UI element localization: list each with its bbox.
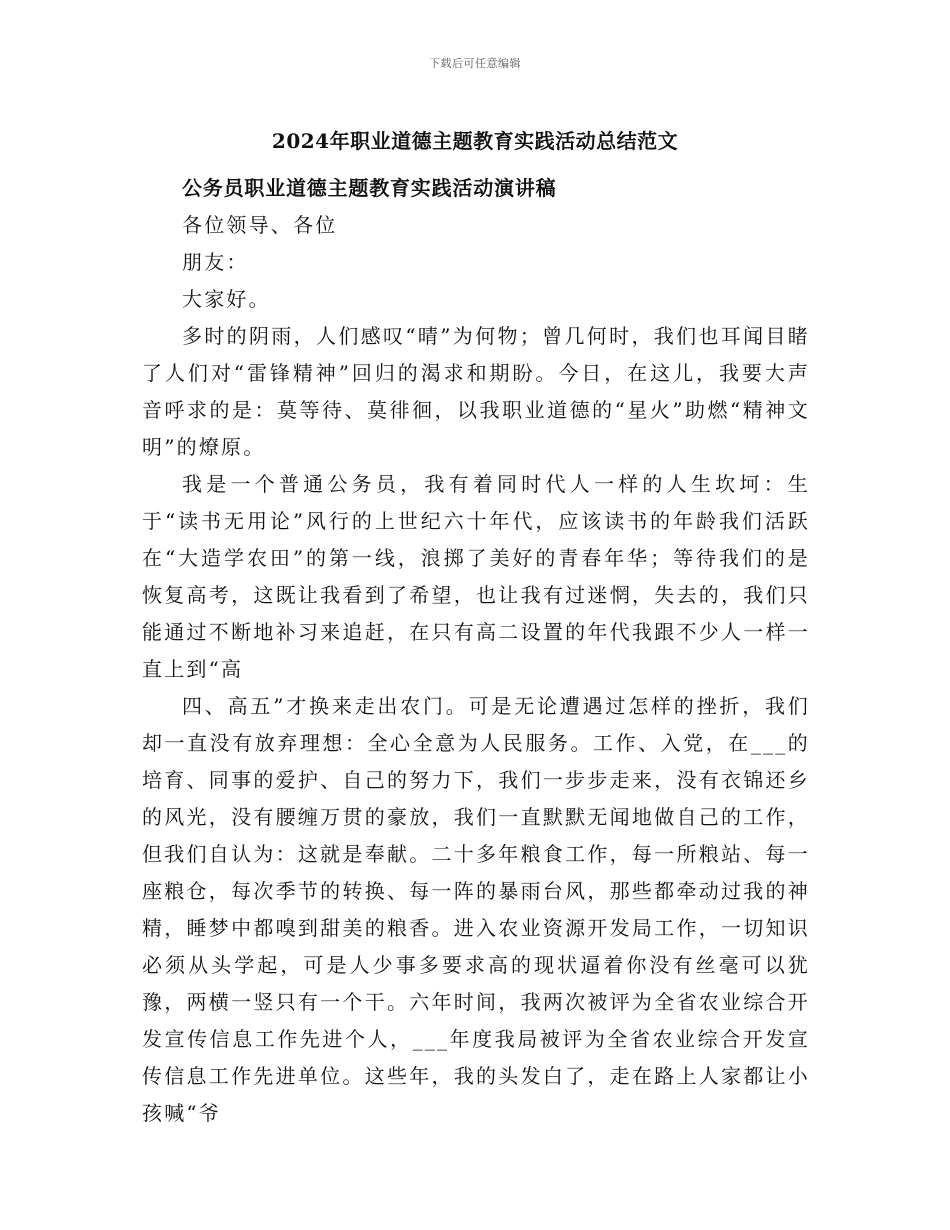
document-title: 2024年职业道德主题教育实践活动总结范文 (271, 129, 679, 153)
speech-subtitle: 公务员职业道德主题教育实践活动演讲稿 (182, 176, 557, 200)
document-body (142, 170, 810, 1132)
greeting: 大家好。 (182, 287, 271, 311)
salutation-line-2: 朋友： (182, 250, 249, 274)
salutation-line-1: 各位领导、各位 (182, 213, 338, 237)
body-paragraph: 多时的阴雨，人们感叹“晴”为何物；曾几何时，我们也耳闻目睹了人们对“雷锋精神”回归的渴求和期盼。今日，在这儿，我要大声音呼求的是：莫等待、莫徘徊，以我职业道德的“星火”助燃“精神文明”的燎原。 (142, 324, 810, 459)
body-paragraph: 我是一个普通公务员，我有着同时代人一样的人生坎坷：生于“读书无用论”风行的上世纪六十年代，应该读书的年龄我们活跃在“大造学农田”的第一线，浪掷了美好的青春年华；等待我们的是恢复高考，这既让我看到了希望，也让我有过迷惘，失去的，我们只能通过不断地补习来追赶，在只有高二设置的年代我跟不少人一样一直上到“高 (142, 472, 810, 681)
body-paragraph: 四、高五”才换来走出农门。可是无论遭遇过怎样的挫折，我们却一直没有放弃理想：全心全意为人民服务。工作、入党，在___的培育、同事的爱护、自己的努力下，我们一步步走来，没有衣锦还乡的风光，没有腰缠万贯的豪放，我们一直默默无闻地做自己的工作，但我们自认为：这就是奉献。二十多年粮食工作，每一所粮站、每一座粮仓，每次季节的转换、每一阵的暴雨台风，那些都牵动过我的神精，睡梦中都嗅到甜美的粮香。进入农业资源开发局工作，一切知识必须从头学起，可是人少事多要求高的现状逼着你没有丝毫可以犹豫，两横一竖只有一个干。六年时间，我两次被评为全省农业综合开发宣传信息工作先进个人，___年度我局被评为全省农业综合开发宣传信息工作先进单位。这些年，我的头发白了，走在路上人家都让小孩喊“爷 (142, 694, 810, 1125)
header-note: 下载后可任意编辑 (429, 57, 521, 70)
